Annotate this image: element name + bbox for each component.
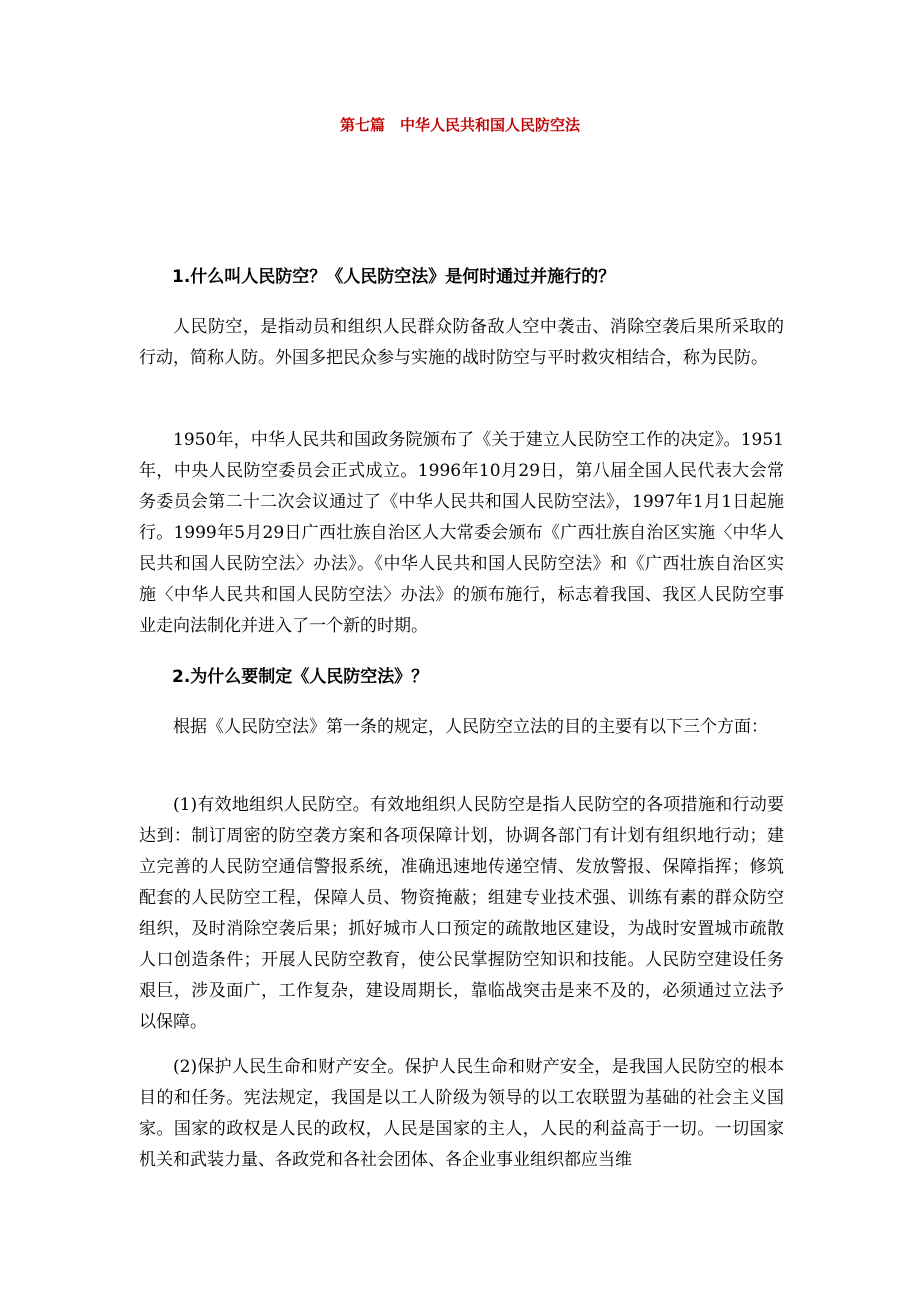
paragraph: (1)有效地组织人民防空。有效地组织人民防空是指人民防空的各项措施和行动要达到：制订周密的防空袭方案和各项保障计划，协调各部门有计划有组织地行动；建立完善的人民防空通信警报系统，准确迅速地传递空情、发放警报、保障指挥；修筑配套的人民防空工程，保障人员、物资掩蔽；组建专业技术强、训练有素的群众防空组织，及时消除空袭后果；抓好城市人口预定的疏散地区建设，为战时安置城市疏散人口创造条件；开展人民防空教育，使公民掌握防空知识和技能。人民防空建设任务艰巨，涉及面广，工作复杂，建设周期长，靠临战突击是来不及的，必须通过立法予以保障。 — [139, 795, 784, 1032]
paragraph: 根据《人民防空法》第一条的规定，人民防空立法的目的主要有以下三个方面： — [173, 717, 768, 737]
paragraph: (2)保护人民生命和财产安全。保护人民生命和财产安全，是我国人民防空的根本目的和任务。宪法规定，我国是以工人阶级为领导的以工农联盟为基础的社会主义国家。国家的政权是人民的政权，人民是国家的主人，人民的利益高于一切。一切国家机关和武装力量、各政党和各社会团体、各企业事业组织都应当维 — [139, 1057, 784, 1170]
paragraph: 人民防空，是指动员和组织人民群众防备敌人空中袭击、消除空袭后果所采取的行动，简称人防。外国多把民众参与实施的战时防空与平时救灾相结合，称为民防。 — [139, 317, 784, 368]
section-heading-1: 1.什么叫人民防空？《人民防空法》是何时通过并施行的？ — [172, 267, 616, 287]
document-title: 第七篇 中华人民共和国人民防空法 — [339, 116, 580, 134]
paragraph: 1950年，中华人民共和国政务院颁布了《关于建立人民防空工作的决定》。1951年，中央人民防空委员会正式成立。1996年10月29日，第八届全国人民代表大会常务委员会第二十二次会议通过了《中华人民共和国人民防空法》，1997年1月1日起施行。1999年5月29日广西壮族自治区人大常委会颁布《广西壮族自治区实施〈中华人民共和国人民防空法〉办法》。《中华人民共和国人民防空法》和《广西壮族自治区实施〈中华人民共和国人民防空法〉办法》的颁布施行，标志着我国、我区人民防空事业走向法制化并进入了一个新的时期。 — [139, 430, 784, 636]
section-heading-2: 2.为什么要制定《人民防空法》？ — [172, 667, 429, 687]
